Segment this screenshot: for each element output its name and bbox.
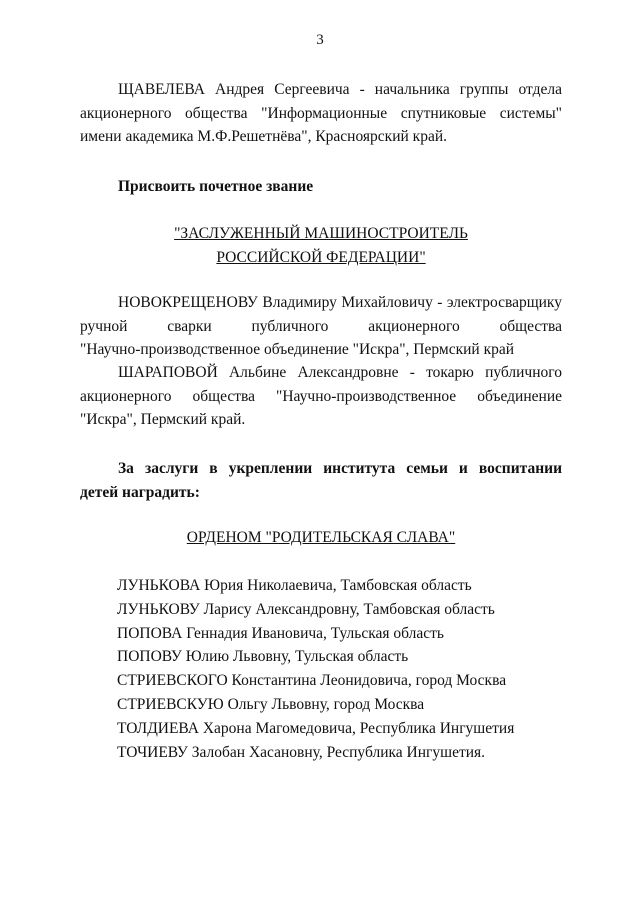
- paragraph-line: "Искра", Пермский край.: [80, 411, 246, 428]
- paragraph-line: акционерного общества "Информационные спутниковые системы": [80, 104, 562, 122]
- paragraph-line: НОВОКРЕЩЕНОВУ Владимиру Михайловичу - электросварщику: [118, 294, 562, 311]
- page-number: 3: [316, 32, 324, 48]
- paragraph-sharapova: [80, 361, 562, 432]
- family-heading-line: За заслуги в укреплении института семьи и воспитании: [118, 460, 562, 477]
- list-item: ПОПОВА Геннадия Ивановича, Тульская область: [117, 624, 445, 642]
- list-item: СТРИЕВСКОГО Константина Леонидовича, город Москва: [117, 672, 507, 690]
- paragraph-line: "Научно-производственное объединение "Искра", Пермский край: [80, 341, 515, 358]
- paragraph-line: ШАРАПОВОЙ Альбине Александровне - токарю публичного: [118, 364, 562, 381]
- list-item: СТРИЕВСКУЮ Ольгу Львовну, город Москва: [117, 695, 425, 713]
- list-item: ПОПОВУ Юлию Львовну, Тульская область: [117, 648, 409, 666]
- list-item: ЛУНЬКОВУ Ларису Александровну, Тамбовская область: [117, 600, 495, 618]
- honor-title-line: РОССИЙСКОЙ ФЕДЕРАЦИИ": [216, 248, 426, 266]
- paragraph-novokreshchenova: [80, 291, 562, 362]
- paragraph-line: ЩАВЕЛЕВА Андрея Сергеевича - начальника группы отдела: [118, 81, 562, 98]
- recipients-list: [117, 574, 577, 764]
- order-title-text: ОРДЕНОМ "РОДИТЕЛЬСКАЯ СЛАВА": [186, 529, 456, 546]
- award-heading: Присвоить почетное звание: [118, 178, 314, 195]
- paragraph-line: имени академика М.Ф.Решетнёва", Красноярский край.: [80, 128, 448, 145]
- list-item: ТОЧИЕВУ Залобан Хасановну, Республика Ингушетия.: [117, 743, 486, 761]
- family-heading: [80, 457, 562, 504]
- paragraph-shchaveleva: [80, 78, 562, 149]
- list-item: ЛУНЬКОВА Юрия Николаевича, Тамбовская область: [117, 577, 472, 594]
- honor-title: [80, 222, 562, 269]
- paragraph-line: акционерного общества "Научно-производственное объединение: [80, 387, 562, 405]
- honor-title-line: "ЗАСЛУЖЕННЫЙ МАШИНОСТРОИТЕЛЬ: [174, 225, 468, 242]
- order-title: [80, 526, 562, 550]
- list-item: ТОЛДИЕВА Харона Магомедовича, Республика Ингушетия: [117, 719, 515, 737]
- paragraph-line: ручной сварки публичного акционерного общества: [80, 317, 562, 335]
- family-heading-line: детей наградить:: [80, 483, 200, 501]
